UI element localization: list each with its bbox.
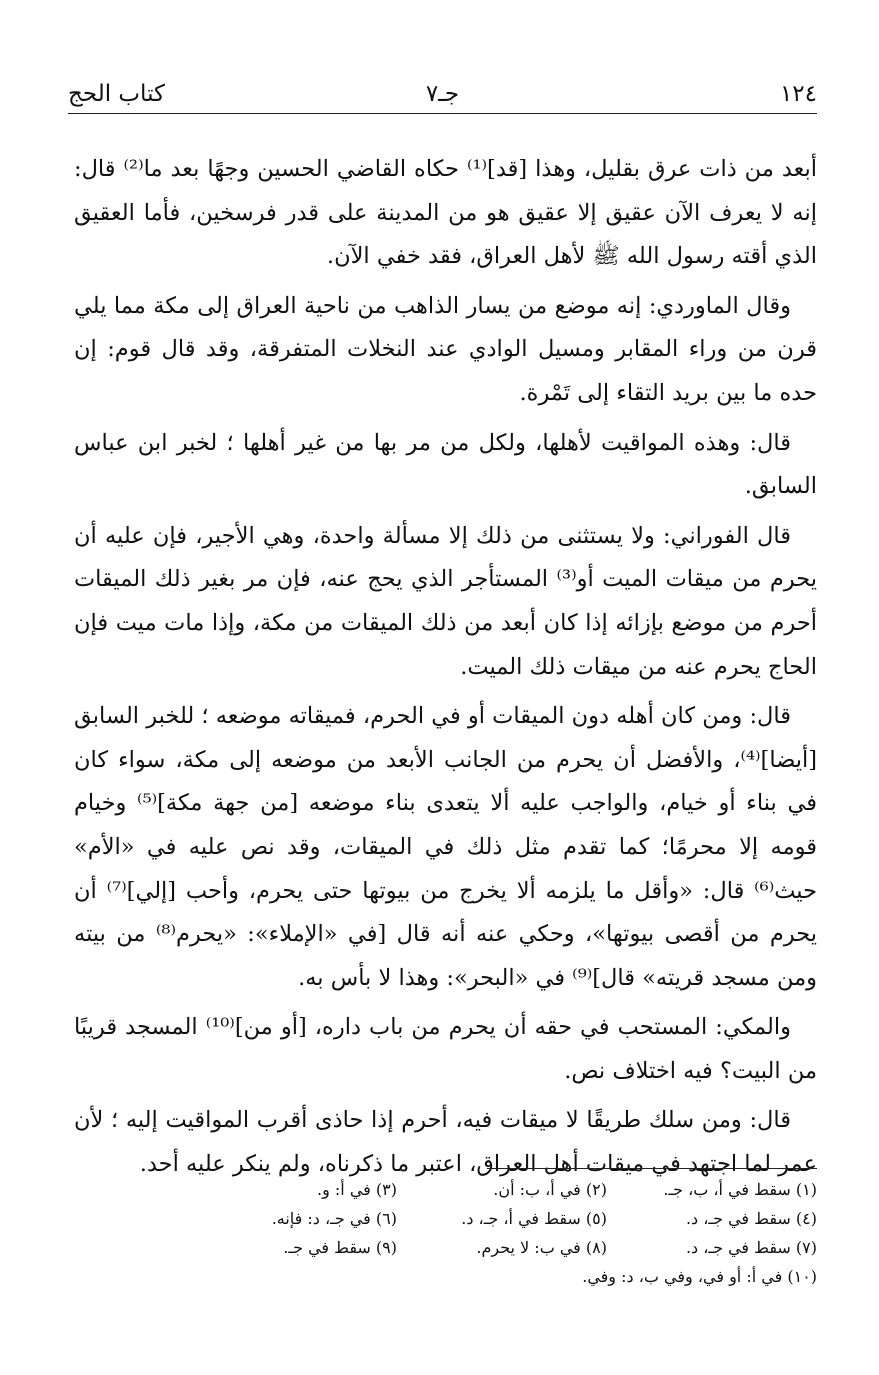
footnote-divider xyxy=(487,1168,817,1169)
paragraph: والمكي: المستحب في حقه أن يحرم من باب داره، [أو من]⁽¹⁰⁾ المسجد قريبًا من البيت؟ فيه اختلاف نص. xyxy=(74,1014,817,1084)
footnote-row xyxy=(57,1262,817,1291)
footnote: (٥) سقط في أ، جـ، د. xyxy=(461,1209,607,1228)
footnotes xyxy=(57,1168,817,1291)
paragraph: قال: ومن سلك طريقًا لا ميقات فيه، أحرم إذا حاذى أقرب المواقيت إليه ؛ لأن عمر لما اجتهد في ميقات أهل العراق، اعتبر ما ذكرناه، ولم ينكر عليه أحد. xyxy=(74,1107,817,1178)
footnote-row xyxy=(57,1204,817,1233)
footnote: (١٠) في أ: أو في، وفي ب، د: وفي. xyxy=(582,1267,817,1286)
footnote: (٦) في جـ، د: فإنه. xyxy=(271,1209,397,1228)
footnote-row xyxy=(57,1175,817,1204)
page-number: ١٢٤ xyxy=(779,81,817,107)
page-header xyxy=(68,78,817,114)
footnote: (٧) سقط في جـ، د. xyxy=(685,1238,817,1257)
paragraph: قال: وهذه المواقيت لأهلها، ولكل من مر بها من غير أهلها ؛ لخبر ابن عباس السابق. xyxy=(74,429,817,500)
paragraph: أبعد من ذات عرق بقليل، وهذا [قد]⁽¹⁾ حكاه القاضي الحسين وجهًا بعد ما⁽²⁾ قال: إنه لا يعرف الآن عقيق إلا عقيق هو من المدينة على قدر فرسخين، فأما العقيق الذي أقته رسول الله ﷺ لأهل العراق، فقد خفي الآن. xyxy=(74,156,818,270)
main-text xyxy=(74,148,817,1193)
paragraph: قال: ومن كان أهله دون الميقات أو في الحرم، فميقاته موضعه ؛ للخبر السابق [أيضا]⁽⁴⁾، والأفضل أن يحرم من الجانب الأبعد من موضعه إلى مكة، سواء كان في بناء أو خيام، والواجب عليه ألا يتعدى بناء موضعه [من جهة مكة]⁽⁵⁾ وخيام قومه إلا محرمًا؛ كما تقدم مثل ذلك في الميقات، وقد نص عليه في «الأم» حيث⁽⁶⁾ قال: «وأقل ما يلزمه ألا يخرج من بيوتها حتى يحرم، وأحب [إلي]⁽⁷⁾ أن يحرم من أقصى بيوتها»، وحكي عنه أنه قال [في «الإملاء»: «يحرم⁽⁸⁾ من بيته ومن مسجد قريته» قال]⁽⁹⁾ في «البحر»: وهذا لا بأس به. xyxy=(74,703,818,991)
footnote: (٨) في ب: لا يحرم. xyxy=(476,1238,607,1257)
volume-label: جـ٧ xyxy=(425,81,460,107)
footnote: (٤) سقط في جـ، د. xyxy=(685,1209,817,1228)
footnote: (١) سقط في أ، ب، جـ. xyxy=(663,1180,817,1199)
book-title: كتاب الحج xyxy=(68,81,165,107)
footnote-row xyxy=(57,1233,817,1262)
paragraph: وقال الماوردي: إنه موضع من يسار الذاهب من ناحية العراق إلى مكة مما يلي قرن من وراء المقابر ومسيل الوادي عند النخلات المتفرقة، وقد قال قوم: إن حده ما بين بريد التقاء إلى تَمْرة. xyxy=(74,292,817,406)
paragraph: قال الفوراني: ولا يستثنى من ذلك إلا مسألة واحدة، وهي الأجير، فإن عليه أن يحرم من ميقات الميت أو⁽³⁾ المستأجر الذي يحج عنه، فإن مر بغير ذلك الميقات أحرم من موضع بإزائه إذا كان أبعد من ذلك الميقات من مكة، وإذا مات ميت فإن الحاج يحرم عنه من ميقات ذلك الميت. xyxy=(74,522,817,680)
footnote: (٩) سقط في جـ. xyxy=(283,1238,397,1257)
footnote: (٣) في أ: و. xyxy=(317,1180,397,1199)
footnote: (٢) في أ، ب: أن. xyxy=(493,1180,607,1199)
